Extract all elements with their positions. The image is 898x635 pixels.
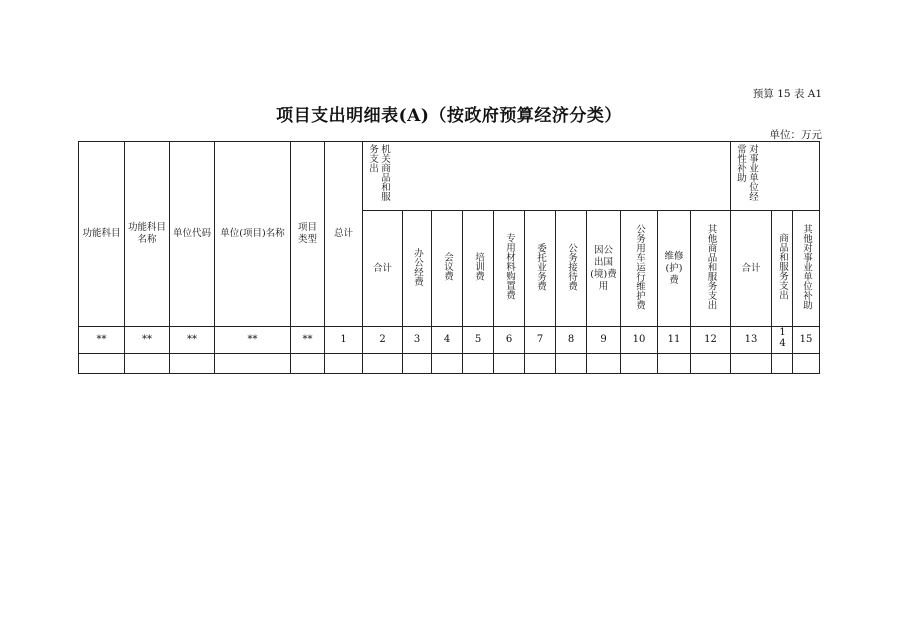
index-row [79, 327, 820, 354]
index-cell: 3 [403, 327, 432, 354]
data-cell[interactable] [658, 354, 691, 374]
data-cell[interactable] [325, 354, 363, 374]
page-title: 项目支出明细表(A)（按政府预算经济分类） [276, 106, 622, 126]
index-cell: ** [125, 327, 170, 354]
index-cell: 15 [793, 327, 820, 354]
data-cell[interactable] [525, 354, 556, 374]
data-cell[interactable] [556, 354, 587, 374]
data-cell[interactable] [494, 354, 525, 374]
index-cell: 12 [691, 327, 731, 354]
data-cell[interactable] [363, 354, 403, 374]
index-cell: 2 [363, 327, 403, 354]
header-subtotal-1: 合计 [363, 211, 403, 327]
page-code: 预算 15 表 A1 [752, 88, 822, 100]
data-row [79, 354, 820, 374]
header-meeting-expense: 会议费 [432, 211, 463, 327]
data-cell[interactable] [587, 354, 621, 374]
header-office-expense: 办公经费 [403, 211, 432, 327]
header-training-expense: 培训费 [463, 211, 494, 327]
header-maintenance: 维修(护)费 [658, 211, 691, 327]
header-group-subsidy: 对事业单位经常性补助 [731, 142, 820, 211]
index-cell: 6 [494, 327, 525, 354]
data-cell[interactable] [291, 354, 325, 374]
header-special-material: 专用材料购置费 [494, 211, 525, 327]
header-goods-services-expense: 商品和服务支出 [772, 211, 793, 327]
index-cell: 9 [587, 327, 621, 354]
data-cell[interactable] [125, 354, 170, 374]
header-row-group [79, 142, 820, 211]
header-commissioned-business: 委托业务费 [525, 211, 556, 327]
header-function-name: 功能科目名称 [125, 142, 170, 327]
header-unit-code: 单位代码 [170, 142, 215, 327]
data-cell[interactable] [731, 354, 772, 374]
index-cell: ** [215, 327, 291, 354]
index-cell: 1 [325, 327, 363, 354]
index-cell: ** [291, 327, 325, 354]
data-cell[interactable] [772, 354, 793, 374]
index-cell: 14 [772, 327, 793, 354]
header-group-goods-services: 机关商品和服务支出 [363, 142, 731, 211]
data-cell[interactable] [79, 354, 125, 374]
header-other-goods-services: 其他商品和服务支出 [691, 211, 731, 327]
header-other-subsidy: 其他对事业单位补助 [793, 211, 820, 327]
data-cell[interactable] [432, 354, 463, 374]
header-project-type: 项目类型 [291, 142, 325, 327]
index-cell: 5 [463, 327, 494, 354]
header-unit-name: 单位(项目)名称 [215, 142, 291, 327]
data-cell[interactable] [403, 354, 432, 374]
header-function-code: 功能科目 [79, 142, 125, 327]
data-cell[interactable] [621, 354, 658, 374]
header-official-reception: 公务接待费 [556, 211, 587, 327]
index-cell: 11 [658, 327, 691, 354]
index-cell: 10 [621, 327, 658, 354]
data-cell[interactable] [463, 354, 494, 374]
data-cell[interactable] [215, 354, 291, 374]
header-grand-total: 总计 [325, 142, 363, 327]
data-cell[interactable] [793, 354, 820, 374]
unit-label: 单位：万元 [769, 129, 822, 141]
expenditure-table [78, 141, 820, 374]
index-cell: 7 [525, 327, 556, 354]
index-cell: 4 [432, 327, 463, 354]
index-cell: ** [79, 327, 125, 354]
index-cell: ** [170, 327, 215, 354]
data-cell[interactable] [691, 354, 731, 374]
index-cell: 8 [556, 327, 587, 354]
header-overseas-travel: 因公出国(境)费用 [587, 211, 621, 327]
data-cell[interactable] [170, 354, 215, 374]
header-official-vehicle: 公务用车运行维护费 [621, 211, 658, 327]
header-subtotal-2: 合计 [731, 211, 772, 327]
index-cell: 13 [731, 327, 772, 354]
